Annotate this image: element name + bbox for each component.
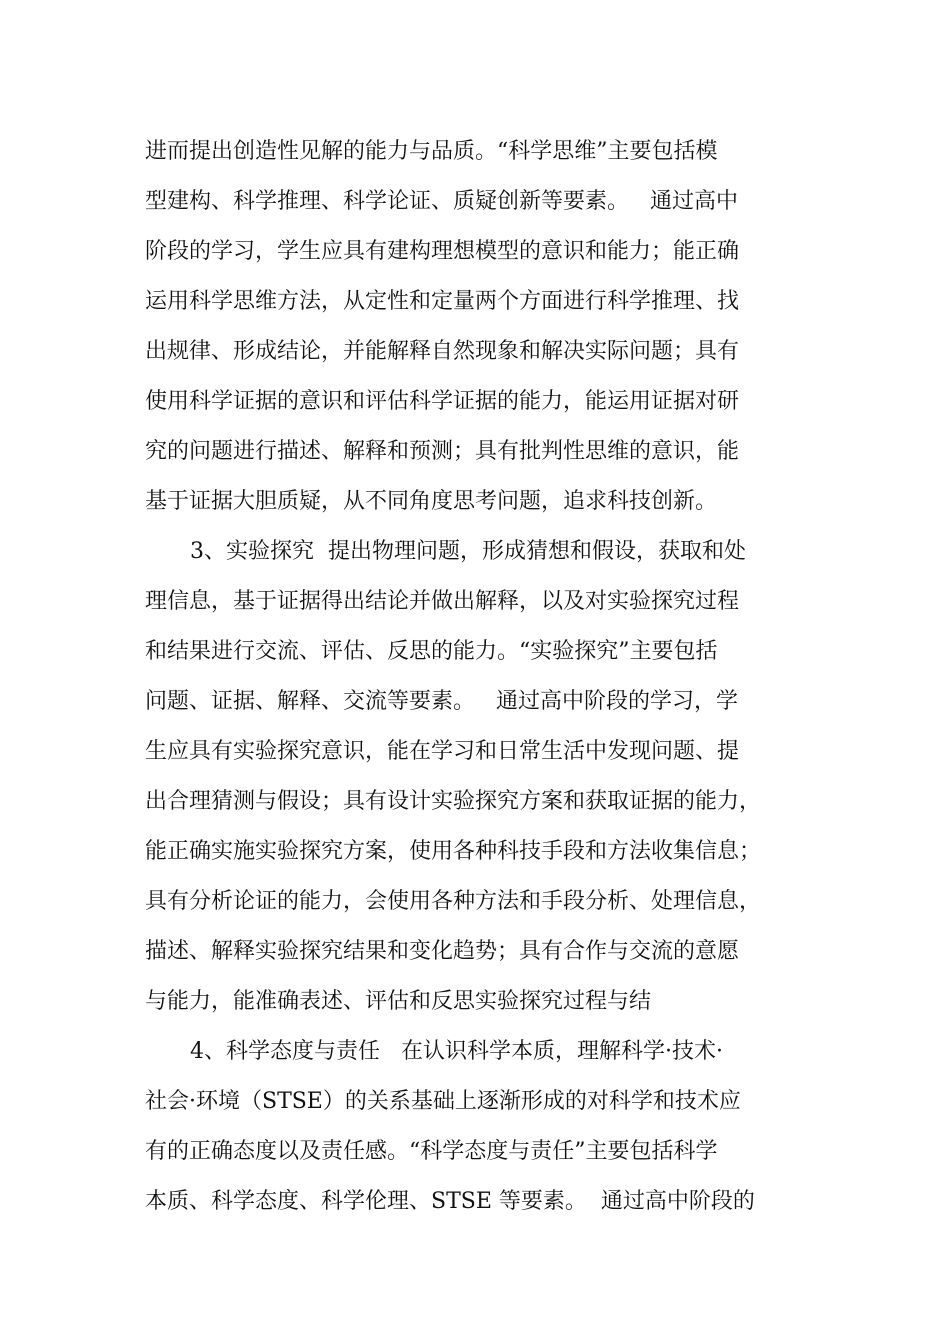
text-line: 和结果进行交流、评估、反思的能力。“实验探究”主要包括 (145, 639, 718, 664)
text-line: 问题、证据、解释、交流等要素。 通过高中阶段的学习，学 (145, 689, 738, 714)
text-line: 本质、科学态度、科学伦理、STSE 等要素。 通过高中阶段的 (145, 1189, 755, 1214)
text-line: 有的正确态度以及责任感。“科学态度与责任”主要包括科学 (145, 1139, 718, 1164)
text-line: 阶段的学习，学生应具有建构理想模型的意识和能力；能正确 (145, 239, 740, 264)
text-line: 究的问题进行描述、解释和预测；具有批判性思维的意识，能 (145, 439, 740, 464)
text-line: 描述、解释实验探究结果和变化趋势；具有合作与交流的意愿 (145, 939, 740, 964)
text-line: 型建构、科学推理、科学论证、质疑创新等要素。 通过高中 (145, 189, 738, 214)
text-line: 与能力，能准确表述、评估和反思实验探究过程与结 (145, 989, 652, 1014)
text-line: 理信息，基于证据得出结论并做出解释，以及对实验探究过程 (145, 589, 740, 614)
text-line: 进而提出创造性见解的能力与品质。“科学思维”主要包括模 (145, 139, 718, 164)
text-line: 生应具有实验探究意识，能在学习和日常生活中发现问题、提 (145, 739, 740, 764)
text-line: 能正确实施实验探究方案，使用各种科技手段和方法收集信息； (145, 839, 762, 864)
text-line: 具有分析论证的能力，会使用各种方法和手段分析、处理信息， (145, 889, 762, 914)
section-heading-line: 3、实验探究 提出物理问题，形成猜想和假设，获取和处 (190, 539, 746, 564)
text-line: 社会·环境（STSE）的关系基础上逐渐形成的对科学和技术应 (145, 1089, 741, 1114)
section-heading-line: 4、科学态度与责任 在认识科学本质，理解科学·技术· (190, 1039, 723, 1064)
text-line: 基于证据大胆质疑，从不同角度思考问题，追求科技创新。 (145, 489, 718, 514)
text-line: 运用科学思维方法，从定性和定量两个方面进行科学推理、找 (145, 289, 740, 314)
text-line: 出规律、形成结论，并能解释自然现象和解决实际问题；具有 (145, 339, 740, 364)
text-line: 出合理猜测与假设；具有设计实验探究方案和获取证据的能力， (145, 789, 762, 814)
text-line: 使用科学证据的意识和评估科学证据的能力，能运用证据对研 (145, 389, 740, 414)
